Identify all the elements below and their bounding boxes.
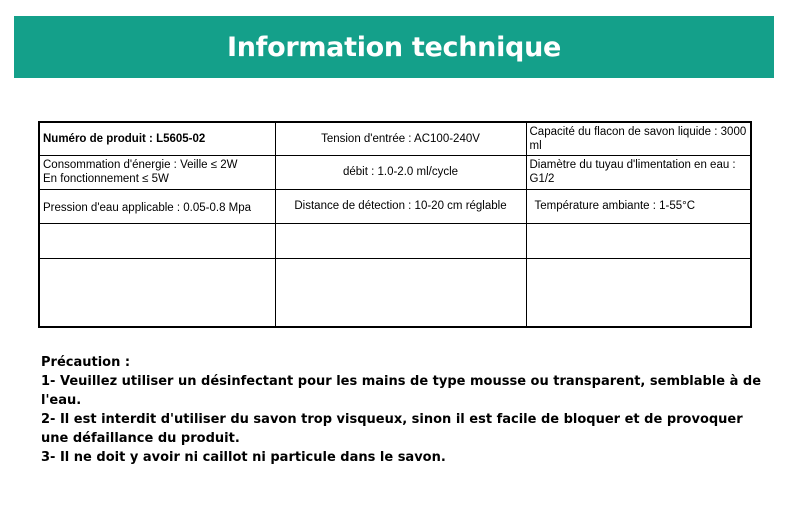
table-row xyxy=(39,155,751,189)
spec-pipe-diameter: Diamètre du tuyau d'limentation en eau : G1/2 xyxy=(526,155,751,189)
table-cell-empty xyxy=(526,223,751,258)
table-cell-empty xyxy=(275,223,526,258)
spec-water-pressure: Pression d'eau applicable : 0.05-0.8 Mpa xyxy=(39,189,275,223)
spec-product-number: Numéro de produit : L5605-02 xyxy=(39,122,275,155)
spec-detection-distance: Distance de détection : 10-20 cm réglable xyxy=(275,189,526,223)
spec-table xyxy=(38,121,752,328)
precaution-item: 2- Il est interdit d'utiliser du savon trop visqueux, sinon il est facile de bloquer et de provoquer une défaillance du produit. xyxy=(41,412,743,446)
precaution-section xyxy=(41,353,771,467)
table-cell-empty xyxy=(526,258,751,327)
header-banner xyxy=(14,16,774,78)
precaution-item: 1- Veuillez utiliser un désinfectant pour les mains de type mousse ou transparent, semblable à de l'eau. xyxy=(41,374,762,408)
precaution-heading: Précaution : xyxy=(41,355,131,370)
table-row xyxy=(39,122,751,155)
table-row xyxy=(39,223,751,258)
spec-input-voltage: Tension d'entrée : AC100-240V xyxy=(275,122,526,155)
table-cell-empty xyxy=(275,258,526,327)
precaution-item: 3- Il ne doit y avoir ni caillot ni particule dans le savon. xyxy=(41,450,446,465)
table-cell-empty xyxy=(39,223,275,258)
page-title: Information technique xyxy=(226,31,562,63)
spec-soap-capacity: Capacité du flacon de savon liquide : 3000 ml xyxy=(526,122,751,155)
spec-flow-rate: débit : 1.0-2.0 ml/cycle xyxy=(275,155,526,189)
spec-power-consumption: Consommation d'énergie : Veille ≤ 2W En fonctionnement ≤ 5W xyxy=(39,155,275,189)
table-cell-empty xyxy=(39,258,275,327)
table-row xyxy=(39,189,751,223)
spec-ambient-temperature: Température ambiante : 1-55°C xyxy=(526,189,751,223)
table-row xyxy=(39,258,751,327)
